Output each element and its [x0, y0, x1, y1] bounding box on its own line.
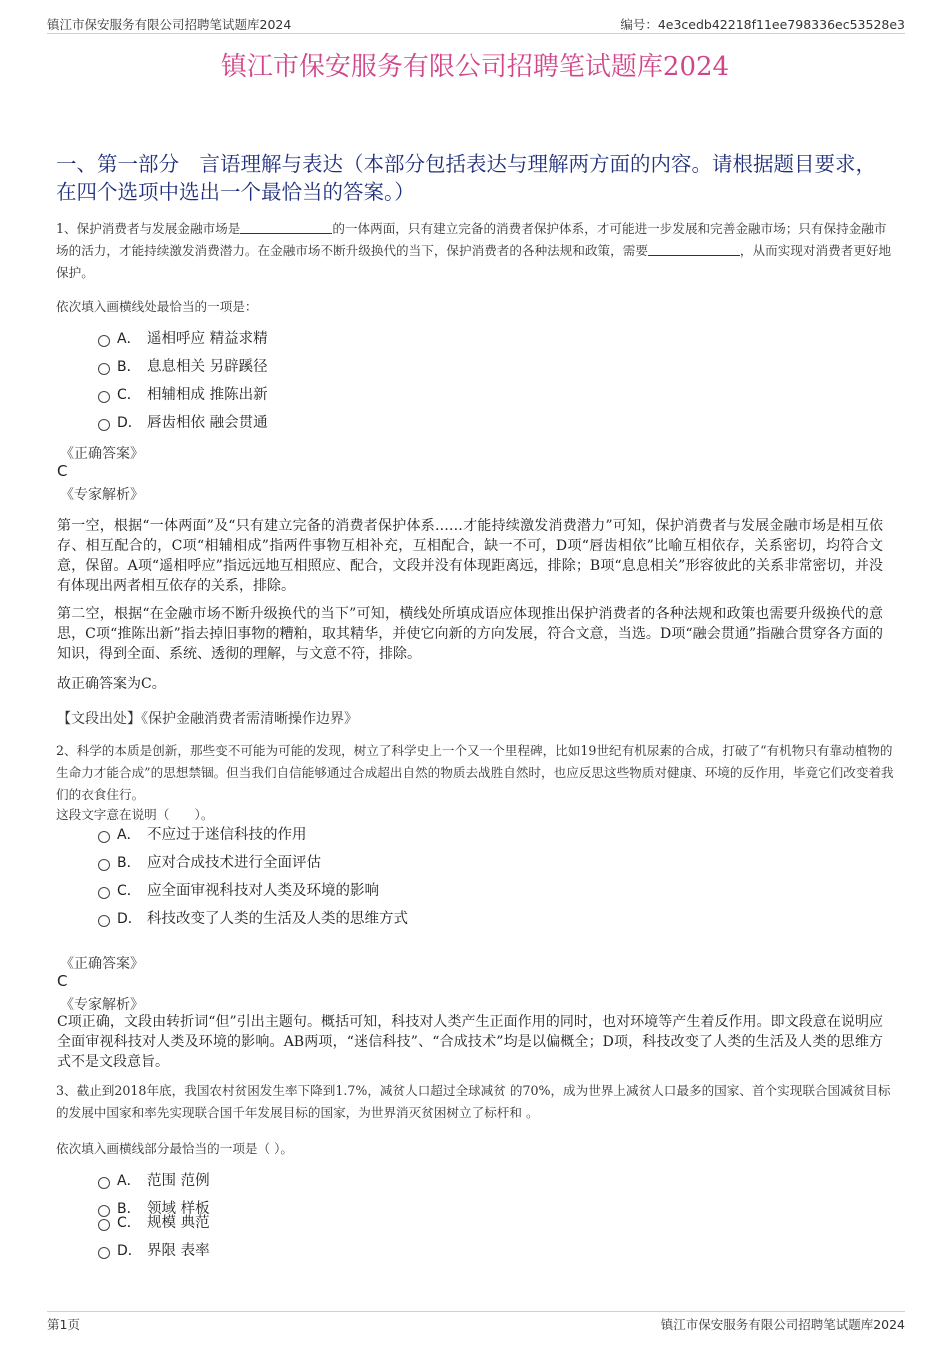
q1-answer-label: 《正确答案》: [60, 446, 144, 462]
option-letter: C．: [117, 387, 141, 403]
q3-option-a[interactable]: [98, 1170, 210, 1192]
q2-option-c[interactable]: [98, 880, 379, 902]
q2-analysis-label: 《专家解析》: [60, 997, 144, 1013]
q1-option-c[interactable]: [98, 384, 268, 406]
header-left-title: 镇江市保安服务有限公司招聘笔试题库2024: [47, 17, 292, 32]
radio-icon[interactable]: [98, 859, 110, 871]
q1-analysis-conclusion: 故正确答案为C。: [57, 676, 166, 692]
option-text: 相辅相成 推陈出新: [147, 387, 268, 403]
option-letter: B．: [117, 855, 141, 871]
question-3-text: 3、截止到2018年底，我国农村贫困发生率下降到1.7%，减贫人口超过全球减贫 的70%，成为世界上减贫人口最多的国家、首个实现联合国减贫目标的发展中国家和率先实现联合国千年发展目标的国家，为世界消灭贫困树立了标杆和 。: [56, 1083, 891, 1120]
option-letter: B．: [117, 1201, 141, 1217]
q3-option-d[interactable]: [98, 1240, 210, 1262]
q1-text-part-3: ，从而实现对消费者更好地保护。: [56, 243, 892, 280]
radio-icon[interactable]: [98, 391, 110, 403]
radio-icon[interactable]: [98, 335, 110, 347]
q1-answer: C: [57, 462, 68, 480]
q1-text-part-2: 的一体两面，只有建立完备的消费者保护体系，才可能进一步发展和完善金融市场；只有保持金融市场的活力，才能持续激发消费潜力。在金融市场不断升级换代的当下，保护消费者的各种法规和政策，需要: [56, 221, 887, 258]
fill-blank: [648, 242, 740, 256]
footer-title: 镇江市保安服务有限公司招聘笔试题库2024: [660, 1317, 905, 1332]
q1-option-d[interactable]: [98, 412, 268, 434]
option-letter: B．: [117, 359, 141, 375]
question-1-prompt: 依次填入画横线处最恰当的一项是：: [56, 299, 258, 314]
radio-icon[interactable]: [98, 363, 110, 375]
question-1-text: [56, 218, 896, 284]
option-text: 范围 范例: [147, 1173, 210, 1189]
option-text: 唇齿相依 融会贯通: [147, 415, 268, 431]
page-number: 第1页: [47, 1317, 80, 1332]
fill-blank: [240, 220, 332, 234]
radio-icon[interactable]: [98, 831, 110, 843]
option-letter: C．: [117, 883, 141, 899]
radio-icon[interactable]: [98, 887, 110, 899]
header-divider: [47, 33, 905, 34]
question-2-prompt: 这段文字意在说明（ ）。: [56, 807, 214, 822]
q2-answer: C: [57, 972, 68, 990]
document-title: 镇江市保安服务有限公司招聘笔试题库2024: [220, 52, 730, 82]
option-text: 领域 样板: [147, 1201, 210, 1217]
q2-option-a[interactable]: [98, 824, 307, 846]
option-letter: D．: [117, 415, 142, 431]
radio-icon[interactable]: [98, 1247, 110, 1259]
option-letter: A．: [117, 1173, 141, 1189]
q2-analysis: C项正确，文段由转折词“但”引出主题句。概括可知，科技对人类产生正面作用的同时，也对环境等产生着反作用。即文段意在说明应全面审视科技对人类及环境的影响。AB两项，“迷信科技”、“合成技术”均是以偏概全；D项，科技改变了人类的生活及人类的思维方式不是文段意旨。: [57, 1014, 883, 1070]
option-letter: C．: [117, 1215, 141, 1231]
question-2-text: 2、科学的本质是创新，那些变不可能为可能的发现，树立了科学史上一个又一个里程碑，比如19世纪有机尿素的合成，打破了“有机物只有靠动植物的生命力才能合成”的思想禁锢。但当我们自信能够通过合成超出自然的物质去战胜自然时，也应反思这些物质对健康、环境的反作用，毕竟它们改变着我们的衣食住行。: [56, 743, 894, 802]
radio-icon[interactable]: [98, 915, 110, 927]
option-letter: A．: [117, 331, 141, 347]
option-text: 应对合成技术进行全面评估: [147, 855, 321, 871]
option-letter: D．: [117, 1243, 142, 1259]
option-text: 科技改变了人类的生活及人类的思维方式: [147, 911, 408, 927]
question-3-prompt: 依次填入画横线部分最恰当的一项是（ ）。: [56, 1141, 293, 1156]
radio-icon[interactable]: [98, 1219, 110, 1231]
q1-analysis-paragraph-1: 第一空，根据“一体两面”及“只有建立完备的消费者保护体系……才能持续激发消费潜力”可知，保护消费者与发展金融市场是相互依存、相互配合的，C项“相辅相成”指两件事物互相补充，互相配合，缺一不可，D项“唇齿相依”比喻互相依存，关系密切，均符合文意，保留。A项“遥相呼应”指远远地互相照应、配合，文段并没有体现距离远，排除；B项“息息相关”形容彼此的关系非常密切，并没有体现出两者相互依存的关系，排除。: [57, 518, 883, 594]
option-text: 应全面审视科技对人类及环境的影响: [147, 883, 379, 899]
radio-icon[interactable]: [98, 1177, 110, 1189]
footer-divider: [47, 1311, 905, 1312]
q1-text-part-1: 1、保护消费者与发展金融市场是: [56, 221, 241, 236]
option-text: 规模 典范: [147, 1215, 210, 1231]
option-letter: A．: [117, 827, 141, 843]
section-heading: 一、第一部分 言语理解与表达（本部分包括表达与理解两方面的内容。请根据题目要求，在四个选项中选出一个最恰当的答案。）: [56, 152, 876, 204]
option-text: 息息相关 另辟蹊径: [147, 359, 268, 375]
q1-source: 【文段出处】《保护金融消费者需清晰操作边界》: [57, 711, 358, 727]
q1-option-a[interactable]: [98, 328, 268, 350]
q2-answer-label: 《正确答案》: [60, 956, 144, 972]
option-text: 界限 表率: [147, 1243, 210, 1259]
q1-option-b[interactable]: [98, 356, 268, 378]
q3-option-c[interactable]: [98, 1212, 210, 1234]
radio-icon[interactable]: [98, 419, 110, 431]
q2-option-d[interactable]: [98, 908, 408, 930]
q1-analysis-label: 《专家解析》: [60, 487, 144, 503]
option-text: 遥相呼应 精益求精: [147, 331, 268, 347]
q2-option-b[interactable]: [98, 852, 321, 874]
option-letter: D．: [117, 911, 142, 927]
q1-analysis-paragraph-2: 第二空，根据“在金融市场不断升级换代的当下”可知，横线处所填成语应体现推出保护消费者的各种法规和政策也需要升级换代的意思，C项“推陈出新”指去掉旧事物的糟粕，取其精华，并使它向新的方向发展，符合文意，当选。D项“融会贯通”指融合贯穿各方面的知识，得到全面、系统、透彻的理解，与文意不符，排除。: [57, 606, 883, 662]
option-text: 不应过于迷信科技的作用: [147, 827, 307, 843]
document-id: 编号：4e3cedb42218f11ee798336ec53528e3: [620, 17, 905, 32]
